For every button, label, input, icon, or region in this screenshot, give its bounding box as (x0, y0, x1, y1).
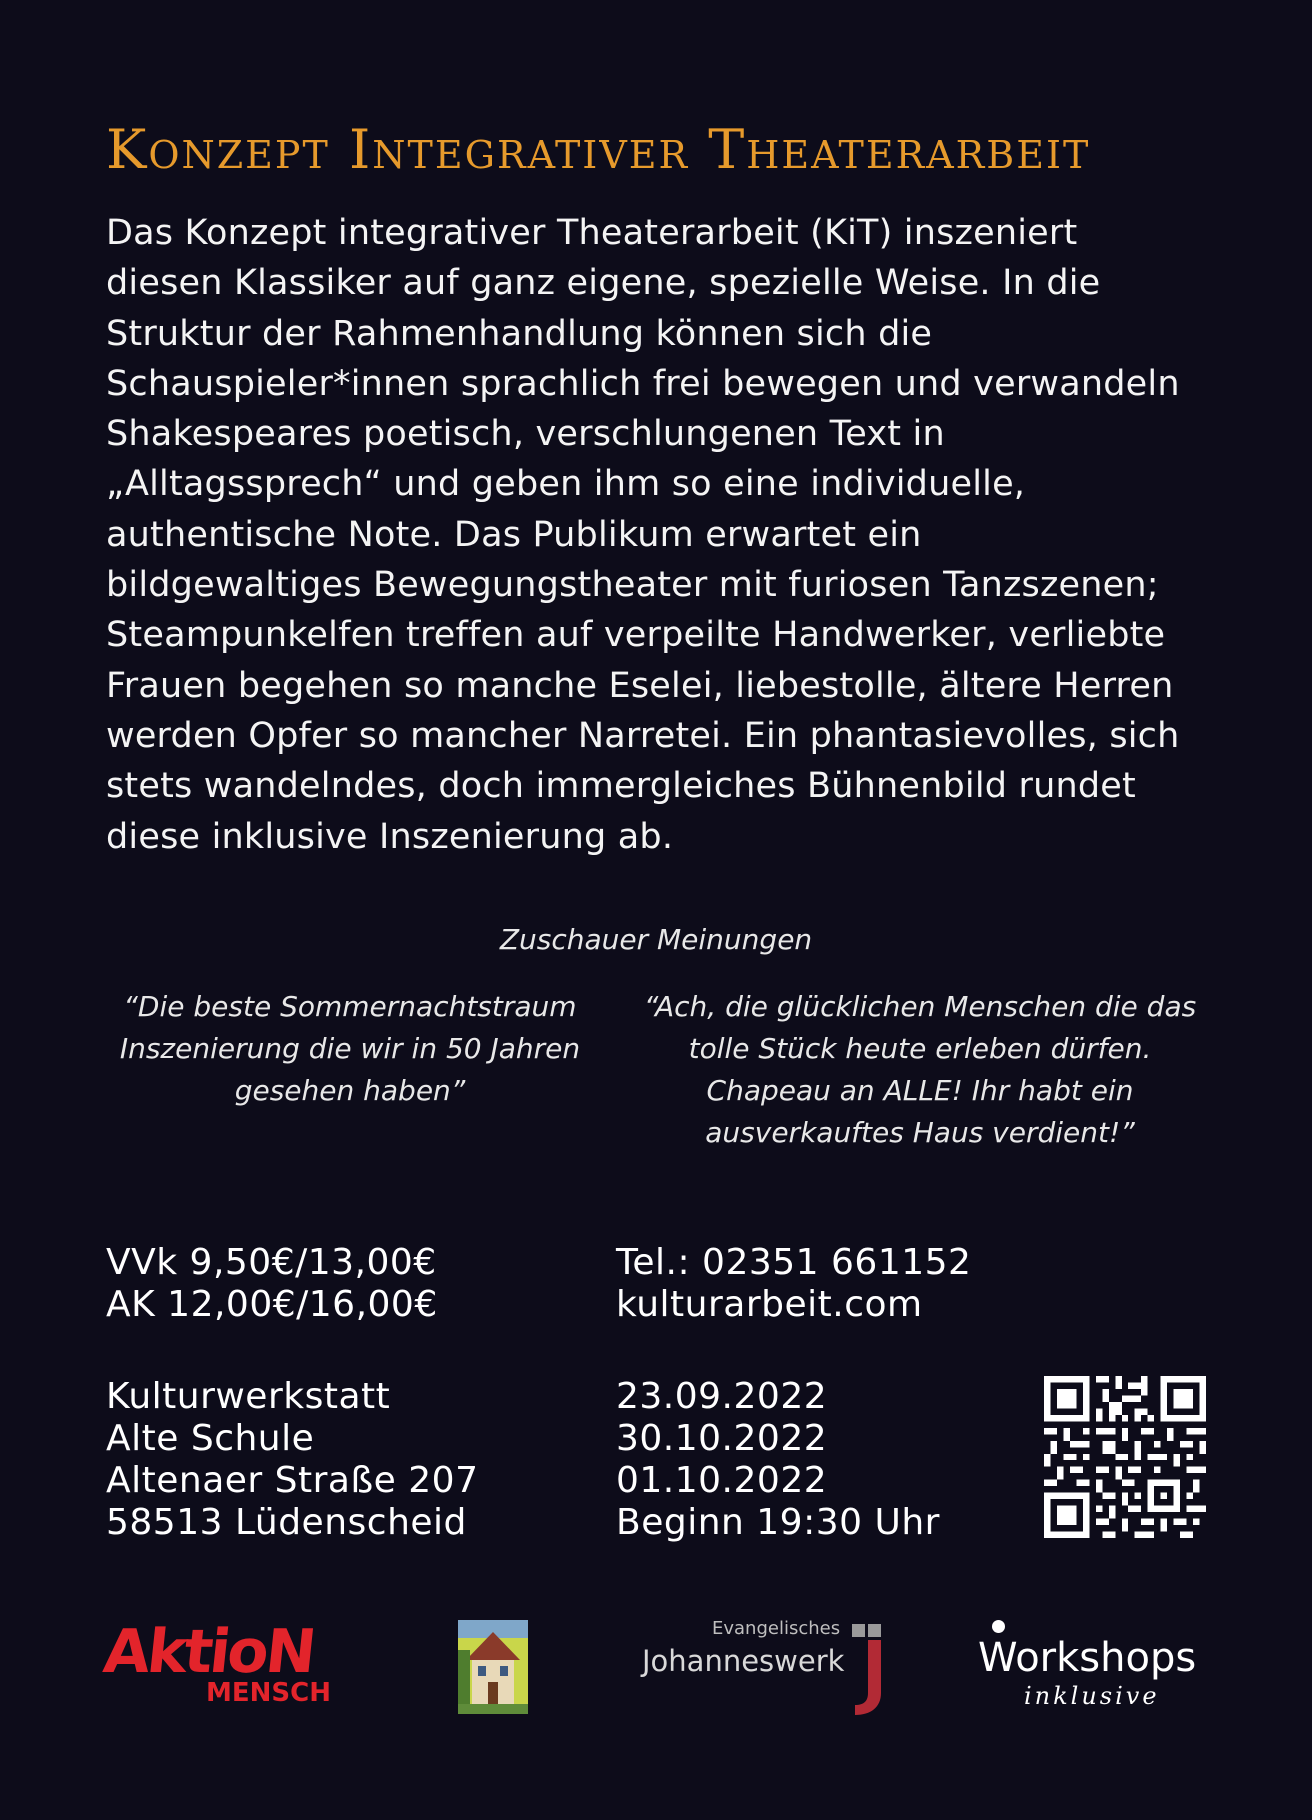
concept-description (106, 208, 1221, 862)
quote-line: tolle Stück heute erleben dürfen. (688, 1032, 1152, 1065)
body-line: authentische Note. Das Publikum erwartet ein (106, 514, 922, 555)
date-item: 23.09.2022 (616, 1376, 828, 1417)
qr-code[interactable] (1044, 1376, 1206, 1538)
website: kulturarbeit.com (616, 1284, 923, 1325)
body-line: stets wandelndes, doch immergleiches Bühnenbild rundet (106, 766, 1136, 807)
venue-address (106, 1376, 478, 1544)
audience-quote-right (640, 986, 1200, 1154)
quote-line: Inszenierung die wir in 50 Jahren (119, 1032, 581, 1065)
audience-quote-left (100, 986, 600, 1112)
quote-line: Chapeau an ALLE! Ihr habt ein (706, 1074, 1134, 1107)
venue-city: 58513 Lüdenscheid (106, 1502, 467, 1543)
body-line: Shakespeares poetisch, verschlungenen Text in (106, 414, 945, 455)
date-item: 01.10.2022 (616, 1460, 828, 1501)
date-item: 30.10.2022 (616, 1418, 828, 1459)
body-line: diese inklusive Inszenierung ab. (106, 816, 674, 857)
body-line: diesen Klassiker auf ganz eigene, spezielle Weise. In die (106, 263, 1101, 304)
body-line: „Alltagssprech“ und geben ihm so eine individuelle, (106, 464, 1026, 505)
johanneswerk-logo[interactable] (640, 1616, 890, 1716)
workshops-inklusive-logo[interactable] (978, 1620, 1208, 1720)
body-line: Das Konzept integrativer Theaterarbeit (KiT) inszeniert (106, 213, 1078, 253)
ticket-prices (106, 1242, 438, 1326)
performance-dates (616, 1376, 940, 1544)
quote-line: “Die beste Sommernachtstraum (123, 990, 577, 1023)
workshops-dot-icon (992, 1620, 1005, 1633)
mensch-wordmark: MENSCH (206, 1678, 331, 1708)
start-time: Beginn 19:30 Uhr (616, 1502, 940, 1543)
venue-name: Kulturwerkstatt (106, 1376, 391, 1417)
workshops-subtitle: inklusive (1024, 1682, 1160, 1710)
price-box-office: AK 12,00€/16,00€ (106, 1284, 438, 1325)
johanneswerk-wordmark: Johanneswerk (642, 1644, 845, 1678)
quote-line: ausverkauftes Haus verdient!” (705, 1116, 1135, 1149)
venue-street: Altenaer Straße 207 (106, 1460, 479, 1501)
johanneswerk-subtitle: Evangelisches (712, 1618, 841, 1639)
body-line: Schauspieler*innen sprachlich frei bewegen und verwandeln (106, 363, 1180, 404)
body-line: bildgewaltiges Bewegungstheater mit furiosen Tanzszenen; (106, 565, 1159, 606)
opinions-heading: Zuschauer Meinungen (499, 923, 813, 956)
workshops-wordmark: Workshops (978, 1635, 1197, 1681)
price-presale: VVk 9,50€/13,00€ (106, 1242, 437, 1283)
johanneswerk-mark-icon (832, 1622, 892, 1718)
aktion-wordmark: AktioN (100, 1617, 317, 1687)
body-line: werden Opfer so mancher Narretei. Ein phantasievolles, sich (106, 715, 1180, 756)
quote-line: gesehen haben” (234, 1074, 466, 1107)
kulturwerkstatt-house-logo[interactable] (458, 1620, 528, 1714)
phone-number: Tel.: 02351 661152 (616, 1242, 972, 1283)
body-line: Frauen begehen so manche Eselei, liebestolle, ältere Herren (106, 665, 1174, 706)
page-title: Konzept Integrativer Theaterarbeit (106, 118, 1091, 181)
aktion-mensch-logo[interactable] (100, 1616, 354, 1716)
contact-info (616, 1242, 971, 1326)
body-line: Steampunkelfen treffen auf verpeilte Handwerker, verliebte (106, 615, 1166, 656)
body-line: Struktur der Rahmenhandlung können sich die (106, 313, 933, 354)
venue-building: Alte Schule (106, 1418, 315, 1459)
quote-line: “Ach, die glücklichen Menschen die das (643, 990, 1197, 1023)
